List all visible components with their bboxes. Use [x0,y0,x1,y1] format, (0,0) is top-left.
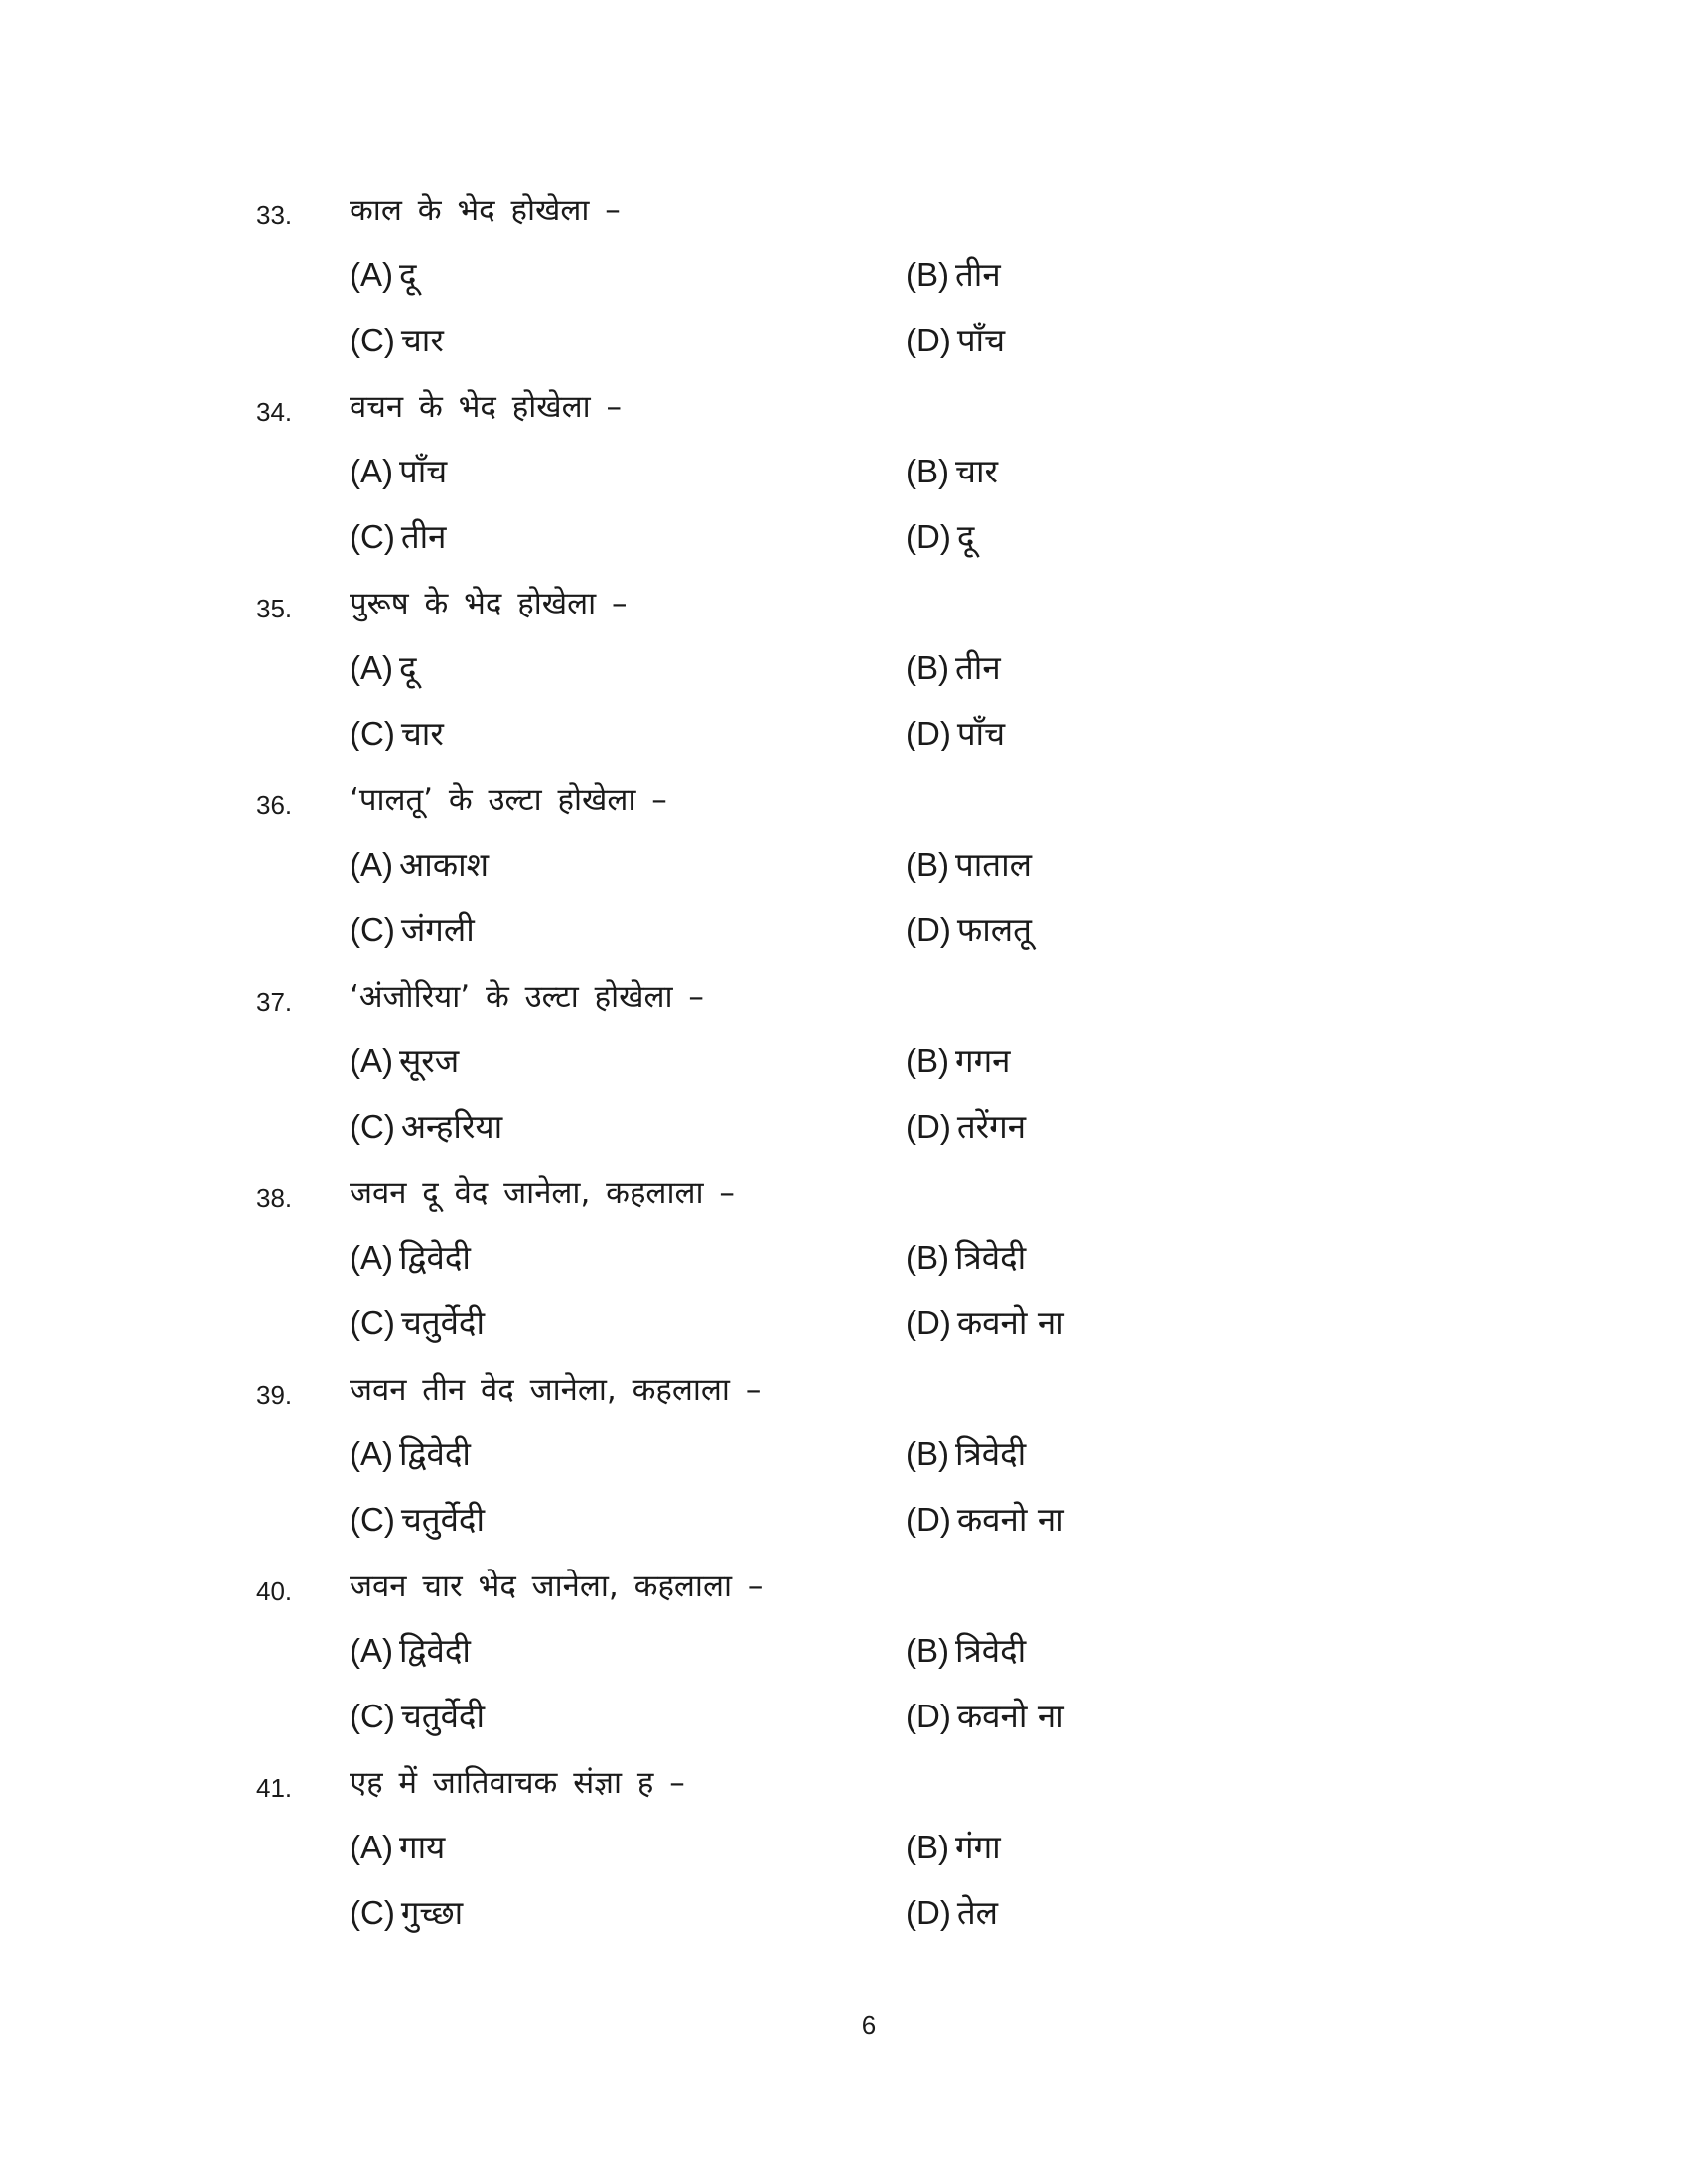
option-b [906,844,1032,886]
option-text: त्रिवेदी [955,1631,1027,1670]
option-a [350,1040,459,1082]
option-text: तेल [956,1893,998,1932]
option-d [906,1696,1064,1737]
option-text: गुच्छा [400,1893,464,1932]
option-a [350,1630,471,1672]
option-label: (A) [350,1632,393,1669]
question-33 [0,187,1688,383]
option-c [350,516,447,558]
option-label: (B) [906,1829,949,1865]
option-text: चार [400,714,444,752]
option-text: त्रिवेदी [955,1238,1027,1277]
question-38 [0,1169,1688,1366]
option-b [906,1433,1026,1475]
option-b [906,1630,1026,1672]
option-text: दू [399,648,417,687]
option-d [906,1302,1064,1344]
option-label: (C) [350,1108,395,1145]
option-text: चार [955,452,998,490]
option-label: (B) [906,1239,949,1276]
question-number: 37. [256,987,293,1017]
option-text: तरेंगन [956,1107,1027,1146]
option-b [906,647,1001,689]
question-34 [0,383,1688,580]
option-text: कवनो ना [956,1500,1064,1539]
option-c [350,1892,463,1934]
option-b [906,451,998,492]
question-number: 41. [256,1773,293,1803]
option-b [906,1237,1026,1279]
option-text: तीन [955,255,1001,294]
option-label: (D) [906,518,951,555]
option-a [350,647,417,689]
question-number: 40. [256,1576,293,1606]
option-text: चतुर्वेदी [400,1303,485,1342]
option-label: (D) [906,1304,951,1341]
question-number: 38. [256,1183,293,1213]
option-text: तीन [400,517,447,556]
option-text: त्रिवेदी [955,1434,1027,1473]
option-label: (C) [350,911,395,948]
option-d [906,320,1005,361]
question-number: 39. [256,1380,293,1410]
option-a [350,1237,471,1279]
option-c [350,1302,485,1344]
question-number: 36. [256,790,293,820]
option-label: (D) [906,1894,951,1931]
question-number: 33. [256,201,293,230]
option-label: (D) [906,715,951,751]
option-label: (B) [906,256,949,293]
option-a [350,1433,471,1475]
option-b [906,1040,1010,1082]
option-a [350,844,489,886]
option-label: (A) [350,649,393,686]
option-label: (A) [350,846,393,883]
option-text: पाँच [956,321,1006,359]
option-label: (C) [350,715,395,751]
option-d [906,516,974,558]
option-a [350,254,417,296]
option-c [350,1499,485,1541]
option-text: चतुर्वेदी [400,1500,485,1539]
option-b [906,254,1001,296]
option-a [350,451,447,492]
option-text: गाय [399,1828,446,1866]
option-text: दू [956,517,975,556]
question-text: काल के भेद होखेला – [350,193,621,228]
option-label: (B) [906,1042,949,1079]
option-d [906,1106,1026,1148]
option-text: द्विवेदी [399,1434,471,1473]
option-text: पाँच [399,452,448,490]
option-text: पाँच [956,714,1006,752]
option-label: (A) [350,1042,393,1079]
option-label: (A) [350,256,393,293]
option-text: तीन [955,648,1001,687]
option-label: (D) [906,322,951,358]
option-text: गंगा [955,1828,1001,1866]
option-text: फालतू [956,910,1032,949]
option-c [350,1106,502,1148]
question-35 [0,580,1688,776]
option-a [350,1827,445,1868]
question-number: 35. [256,594,293,623]
option-label: (D) [906,911,951,948]
option-label: (D) [906,1501,951,1538]
question-text: जवन तीन वेद जानेला, कहलाला – [350,1372,762,1408]
option-text: सूरज [399,1041,460,1080]
option-label: (B) [906,846,949,883]
option-label: (B) [906,649,949,686]
question-text: जवन दू वेद जानेला, कहलाला – [350,1175,735,1211]
option-text: कवनो ना [956,1697,1064,1735]
page-number: 6 [861,2010,877,2040]
option-text: गगन [955,1041,1011,1080]
option-label: (B) [906,453,949,489]
question-text: जवन चार भेद जानेला, कहलाला – [350,1569,764,1604]
option-label: (C) [350,1894,395,1931]
option-d [906,1499,1064,1541]
option-text: द्विवेदी [399,1631,471,1670]
question-text: ‘अंजोरिया’ के उल्टा होखेला – [350,979,704,1015]
option-label: (A) [350,1239,393,1276]
option-c [350,1696,485,1737]
option-text: द्विवेदी [399,1238,471,1277]
question-37 [0,973,1688,1169]
option-text: पाताल [955,845,1033,884]
option-text: कवनो ना [956,1303,1064,1342]
option-text: आकाश [399,845,490,884]
question-36 [0,776,1688,973]
option-label: (D) [906,1698,951,1734]
option-text: जंगली [400,910,475,949]
question-41 [0,1759,1688,1956]
question-number: 34. [256,397,293,427]
option-label: (C) [350,1304,395,1341]
option-label: (B) [906,1632,949,1669]
option-c [350,713,444,754]
question-text: एह में जातिवाचक संज्ञा ह – [350,1765,685,1801]
option-d [906,1892,998,1934]
question-39 [0,1366,1688,1563]
option-c [350,320,444,361]
option-label: (C) [350,518,395,555]
question-text: वचन के भेद होखेला – [350,389,622,425]
question-text: ‘पालतू’ के उल्टा होखेला – [350,782,667,818]
question-40 [0,1563,1688,1759]
option-label: (A) [350,1435,393,1472]
question-text: पुरूष के भेद होखेला – [350,586,628,621]
option-text: चार [400,321,444,359]
option-label: (A) [350,1829,393,1865]
option-text: अन्हरिया [400,1107,503,1146]
option-d [906,713,1005,754]
option-label: (D) [906,1108,951,1145]
option-label: (C) [350,1698,395,1734]
option-text: चतुर्वेदी [400,1697,485,1735]
option-label: (C) [350,1501,395,1538]
option-label: (C) [350,322,395,358]
option-d [906,909,1032,951]
option-b [906,1827,1001,1868]
option-text: दू [399,255,417,294]
option-c [350,909,475,951]
option-label: (B) [906,1435,949,1472]
option-label: (A) [350,453,393,489]
